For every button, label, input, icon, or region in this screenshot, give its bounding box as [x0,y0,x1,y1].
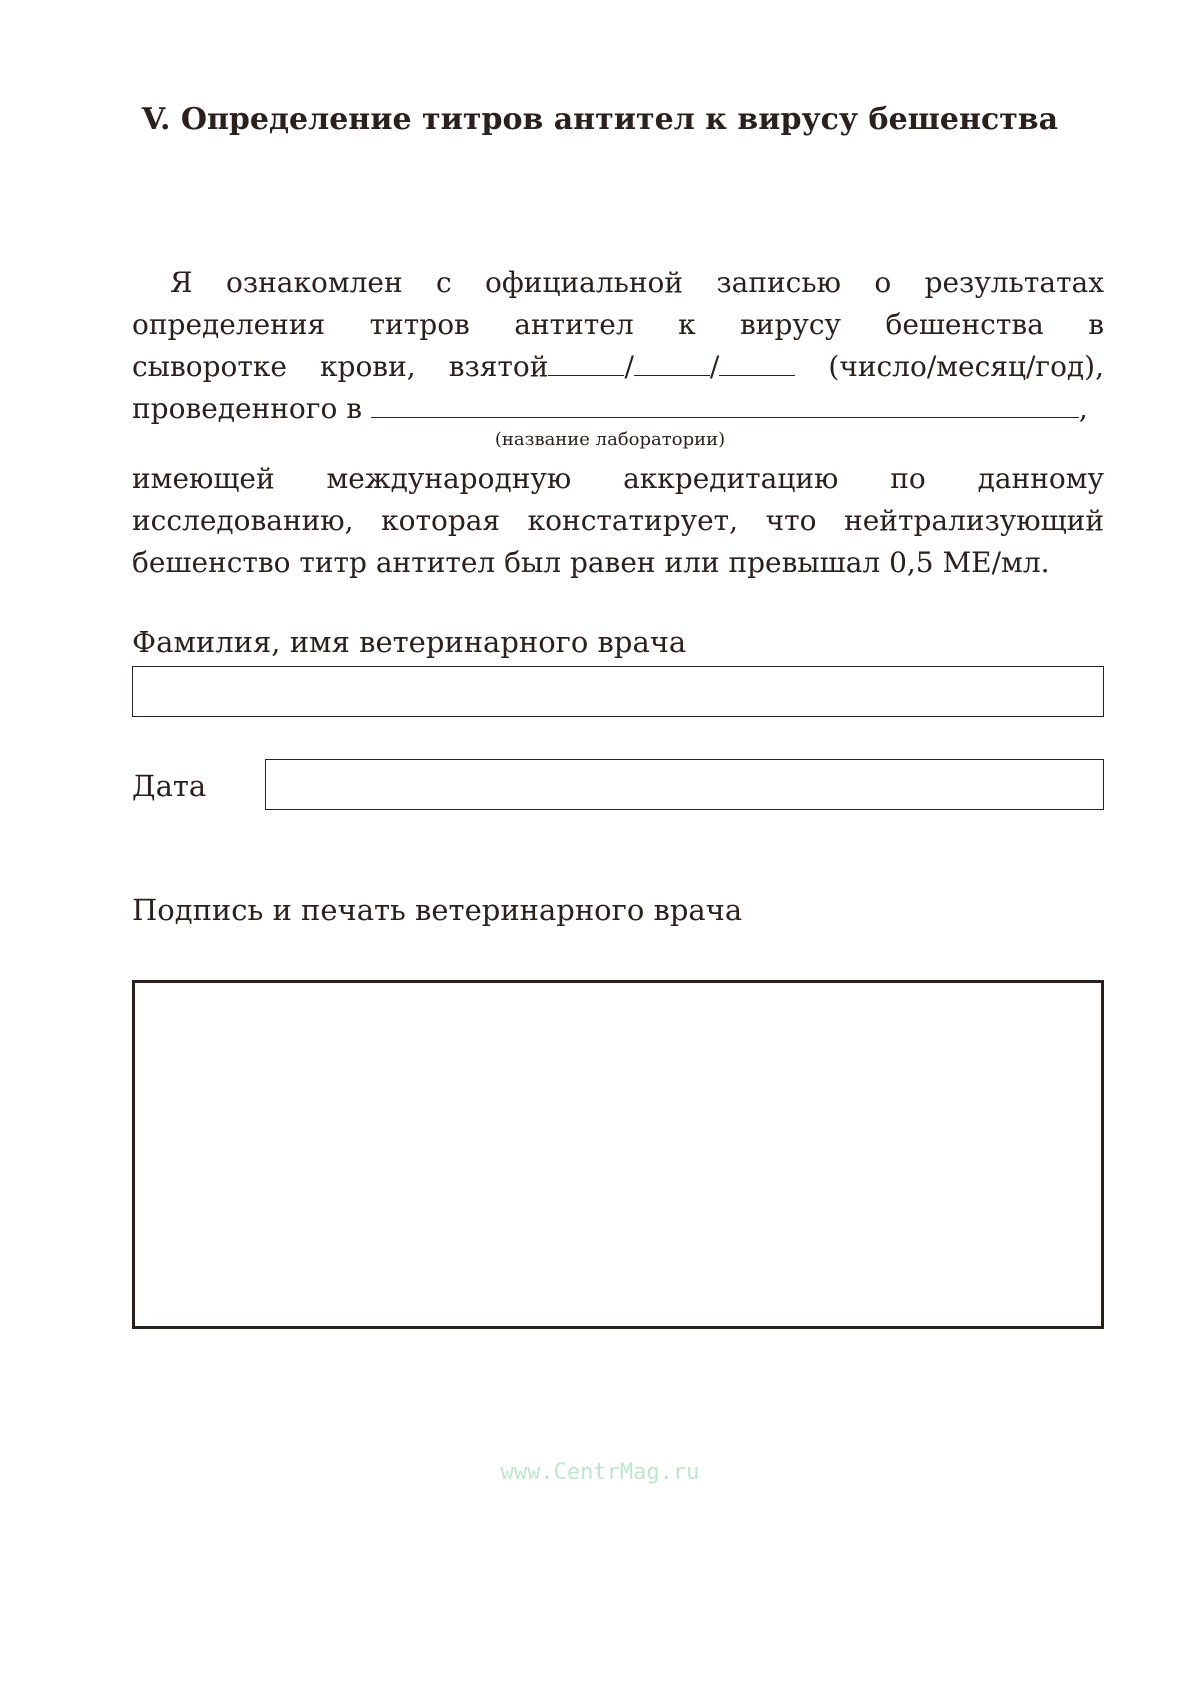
date-format-hint: (число/месяц/год), [828,350,1104,383]
month-blank[interactable] [634,347,710,376]
vet-name-field[interactable] [132,666,1104,717]
lab-name-caption: (название лаборатории) [494,429,726,450]
lab-suffix: , [1078,392,1088,425]
paragraph-line: исследованию, которая констатирует, что нейтрализующий [132,504,1104,537]
vet-name-label: Фамилия, имя ветеринарного врача [132,625,687,659]
date-field[interactable] [265,759,1104,810]
consent-paragraph [132,262,1104,430]
paragraph-line-date [132,346,1104,388]
date-separator: / [709,350,720,383]
paragraph-line: Я ознакомлен с официальной записью о результатах [170,266,1104,299]
date-label: Дата [132,769,207,803]
paragraph-line: имеющей международную аккредитацию по данному [132,462,1104,495]
signature-stamp-box[interactable] [132,980,1104,1329]
watermark: www.CentrMag.ru [500,1460,700,1485]
paragraph-line: бешенство титр антител был равен или превышал 0,5 МЕ/мл. [132,546,1050,579]
day-blank[interactable] [548,347,624,376]
consent-paragraph-continued [132,458,1104,584]
sample-date-prefix: сыворотке крови, взятой [132,350,549,383]
year-blank[interactable] [719,347,795,376]
signature-label: Подпись и печать ветеринарного врача [132,893,743,927]
lab-prefix: проведенного в [132,392,362,425]
paragraph-line-lab [132,388,1104,430]
paragraph-line: определения титров антител к вирусу бешенства в [132,308,1104,341]
lab-name-blank[interactable] [371,389,1079,418]
page-title: V. Определение титров антител к вирусу бешенства [141,102,1059,137]
date-separator: / [624,350,634,383]
